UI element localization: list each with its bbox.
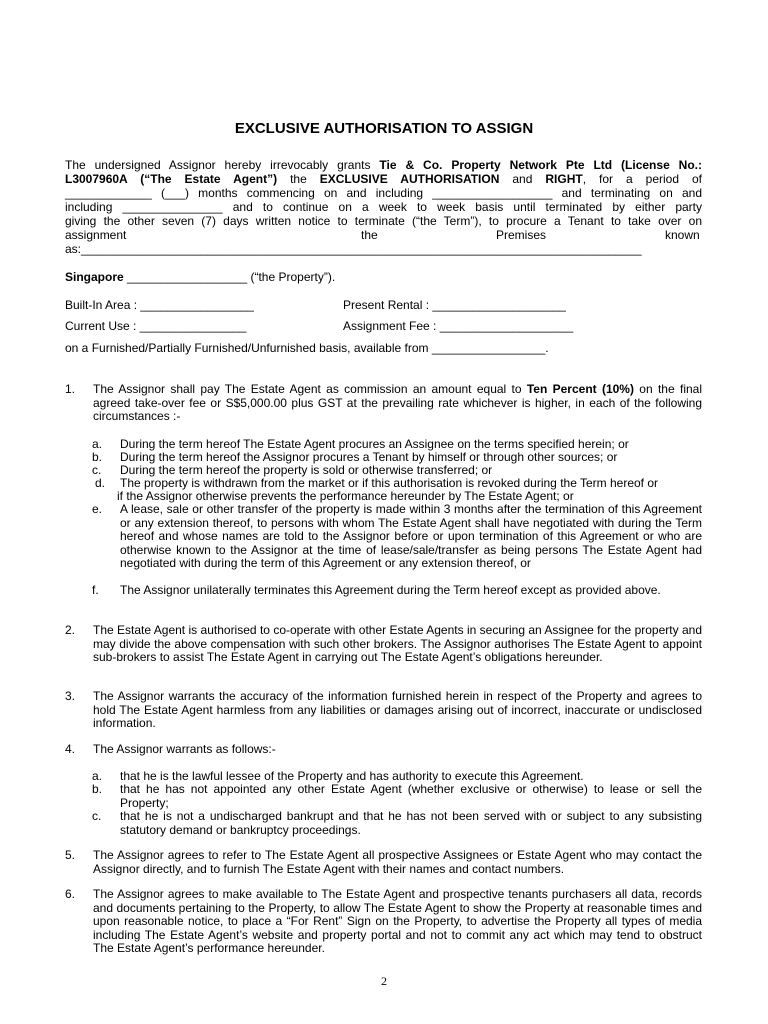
intro-text: the [361, 228, 378, 242]
clause-text-part: The Assignor shall pay The Estate Agent as commission an amount equal to [93, 382, 527, 396]
commission-rate: Ten Percent (10%) [526, 382, 634, 396]
present-rental-field: Present Rental : ____________________ [343, 298, 566, 312]
intro-text: the [277, 172, 320, 186]
clause-text: The Assignor agrees to refer to The Estate Agent all prospective Assignees or Estate Agent who may contact the Assignor directly, and to furnish The Estate Agent with their names and contact numbers. [93, 848, 702, 876]
sub-letter: a. [92, 769, 103, 783]
intro-line-4: including _______________ and to continue on a week to week basis until terminated by either party [65, 200, 702, 214]
intro-line-5: giving the other seven (7) days written notice to terminate (“the Term”), to procure a Tenant to take over on [65, 214, 702, 228]
sub-text: A lease, sale or other transfer of the property is made within 3 months after the termination of this Agreement or any extension thereof, to persons with whom The Estate Agent shall have negotiated with during the Term hereof and whose names are told to the Assignor before or upon termination of this Agreement or who are otherwise known to the Assignor at the time of lease/sale/transfer as being persons The Estate Agent had negotiated with during the term of this Agreement or any extension thereof, or [120, 502, 702, 570]
intro-text: The undersigned Assignor hereby irrevocably grants [65, 158, 380, 172]
intro-line-3: _____________ (___) months commencing on and including __________________ and terminating on and [65, 186, 702, 200]
sub-letter: e. [92, 502, 103, 516]
sub-text: During the term hereof The Estate Agent procures an Assignee on the terms specified herein; or [120, 437, 629, 451]
clause-number: 3. [65, 689, 76, 703]
clause-text: The Assignor warrants as follows:- [93, 742, 276, 756]
clause-number: 2. [65, 623, 76, 637]
exclusive-authorisation: EXCLUSIVE AUTHORISATION [319, 172, 500, 186]
sub-text: During the term hereof the property is sold or otherwise transferred; or [120, 463, 493, 477]
property-field: __________________ (“the Property”). [123, 270, 336, 284]
clause-text: The Estate Agent is authorised to co-operate with other Estate Agents in securing an Assignee for the property and may divide the above compensation with such other brokers. The Assignor authorises The Estate Agent to appoint sub-brokers to assist The Estate Agent in carrying out The Estate Agent’s obligations hereunder. [93, 623, 702, 664]
intro-text: , for a period of [582, 172, 702, 186]
clause-text [93, 383, 702, 424]
current-use-field: Current Use : ________________ [65, 319, 247, 333]
clause-text-part: on the final agreed take-over fee or S$5,000.00 plus GST at the prevailing rate whichever is higher, in each of the following circumstances :- [93, 382, 702, 423]
agent-name: Tie & Co. Property Network Pte Ltd (License No.: [379, 158, 702, 172]
sub-letter: f. [92, 583, 99, 597]
sub-text: that he is the lawful lessee of the Property and has authority to execute this Agreement. [120, 769, 584, 783]
agent-license: L3007960A (“The Estate Agent”) [65, 172, 278, 186]
right-term: RIGHT [545, 172, 583, 186]
clause-number: 6. [65, 887, 76, 901]
clause-text: The Assignor warrants the accuracy of the information furnished herein in respect of the Property and agrees to hold The Estate Agent harmless from any liabilities or damages arising out of incorrect, inaccurate or undisclosed information. [93, 689, 702, 730]
clause-1d-cont: if the Assignor otherwise prevents the performance hereunder by The Estate Agent; or [117, 489, 574, 503]
sub-letter: c. [92, 463, 102, 477]
intro-text: known [665, 228, 700, 242]
sub-letter: b. [92, 450, 103, 464]
clause-number: 1. [65, 382, 76, 396]
sub-text: The Assignor unilaterally terminates this Agreement during the Term hereof except as provided above. [120, 583, 661, 597]
singapore-label: Singapore [65, 270, 124, 284]
sub-text: that he is not a undischarged bankrupt and that he has not been served with or subject to any subsisting statutory demand or bankruptcy proceedings. [120, 809, 702, 837]
sub-letter: a. [92, 437, 103, 451]
assignment-fee-field: Assignment Fee : ____________________ [343, 319, 574, 333]
sub-letter: b. [92, 782, 103, 796]
intro-line-7: as:____________________________________________________________________________________ [65, 243, 642, 256]
intro-line-2 [65, 173, 702, 187]
intro-text: and [499, 172, 546, 186]
furnished-line: on a Furnished/Partially Furnished/Unfurnished basis, available from _________________. [65, 341, 549, 355]
property-line [65, 271, 335, 285]
sub-letter: d. [95, 476, 106, 490]
clause-number: 4. [65, 742, 76, 756]
clause-number: 5. [65, 848, 76, 862]
builtin-area-field: Built-In Area : _________________ [65, 298, 254, 312]
sub-text: that he has not appointed any other Estate Agent (whether exclusive or otherwise) to lease or sell the Property; [120, 782, 702, 810]
sub-text: During the term hereof the Assignor procures a Tenant by himself or through other sources; or [120, 450, 618, 464]
sub-text: The property is withdrawn from the market or if this authorisation is revoked during the Term hereof or [120, 476, 659, 490]
intro-text: Premises [496, 228, 547, 242]
intro-line-1 [65, 159, 702, 173]
sub-letter: c. [92, 809, 102, 823]
intro-text: assignment [65, 228, 127, 242]
clause-text: The Assignor agrees to make available to The Estate Agent and prospective tenants purchasers all data, records and documents pertaining to the Property, to allow The Estate Agent to show the Property at reasonable times and upon reasonable notice, to place a “For Rent” Sign on the Property, to advertise the Property all types of media including The Estate Agent’s website and property portal and not to commit any act which may tend to obstruct The Estate Agent’s performance hereunder. [93, 887, 702, 955]
page-number: 2 [381, 974, 387, 988]
document-title: EXCLUSIVE AUTHORISATION TO ASSIGN [234, 120, 534, 137]
